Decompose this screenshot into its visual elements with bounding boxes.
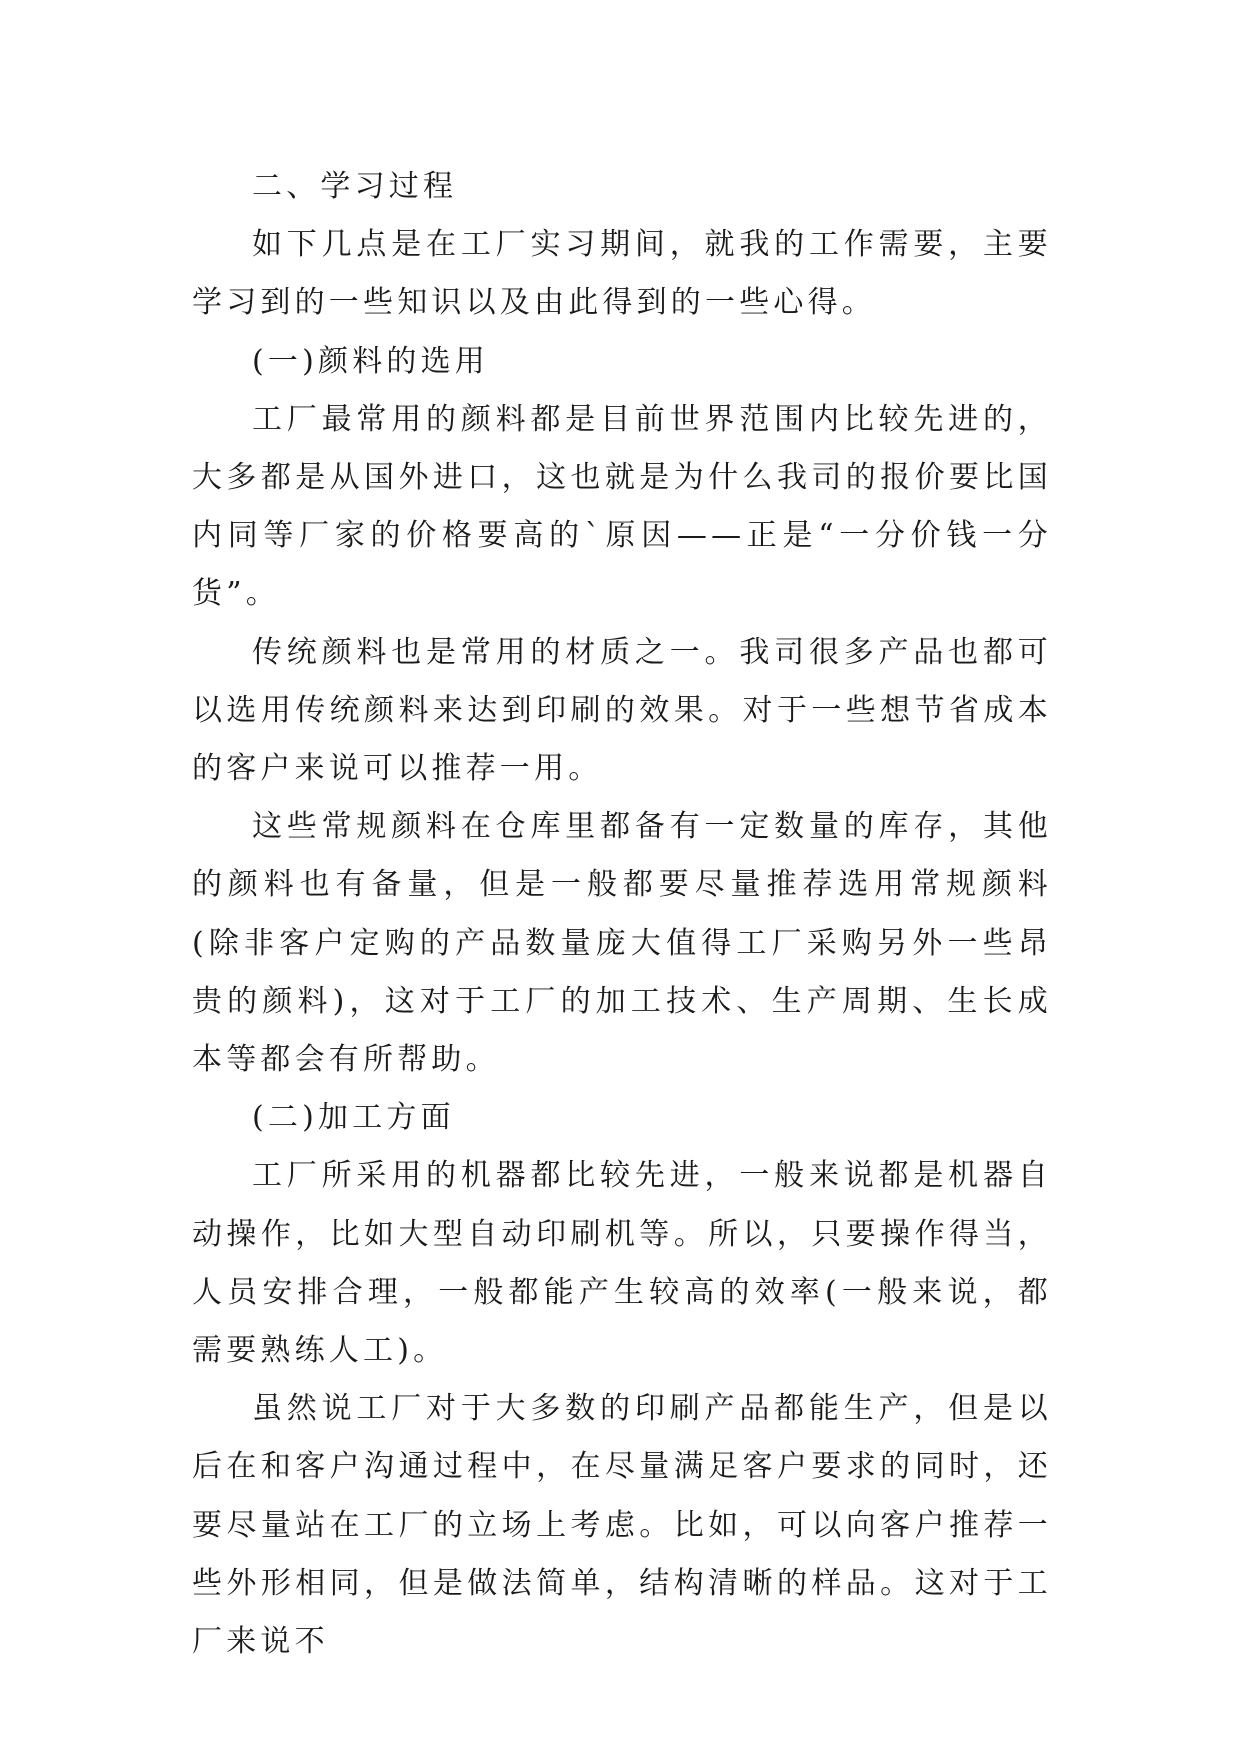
paragraph-imported-pigments: 工厂最常用的颜料都是目前世界范围内比较先进的，大多都是从国外进口，这也就是为什么我司的报价要比国内同等厂家的价格要高的`原因——正是“一分价钱一分货”。 <box>192 401 1052 612</box>
subheading-pigment-selection: (一)颜料的选用 <box>252 343 490 379</box>
section-heading-learning-process: 二、学习过程 <box>252 169 458 204</box>
paragraph-machinery: 工厂所采用的机器都比较先进，一般来说都是机器自动操作，比如大型自动印刷机等。所以，只要操作得当，人员安排合理，一般都能产生较高的效率(一般来说，都需要熟练人工)。 <box>192 1158 1052 1369</box>
paragraph-conventional-stock: 这些常规颜料在仓库里都备有一定数量的库存，其他的颜料也有备量，但是一般都要尽量推荐选用常规颜料(除非客户定购的产品数量庞大值得工厂采购另外一些昂贵的颜料)，这对于工厂的加工技术、生产周期、生长成本等都会有所帮助。 <box>192 809 1052 1078</box>
paragraph-traditional-pigments: 传统颜料也是常用的材质之一。我司很多产品也都可以选用传统颜料来达到印刷的效果。对于一些想节省成本的客户来说可以推荐一用。 <box>192 634 1052 787</box>
document-body <box>192 158 1052 1671</box>
paragraph-customer-communication: 虽然说工厂对于大多数的印刷产品都能生产，但是以后在和客户沟通过程中，在尽量满足客户要求的同时，还要尽量站在工厂的立场上考虑。比如，可以向客户推荐一些外形相同，但是做法简单，结构清晰的样品。这对于工厂来说不 <box>192 1391 1052 1660</box>
paragraph-intro: 如下几点是在工厂实习期间，就我的工作需要，主要学习到的一些知识以及由此得到的一些心得。 <box>192 227 1052 321</box>
subheading-processing: (二)加工方面 <box>252 1100 455 1136</box>
